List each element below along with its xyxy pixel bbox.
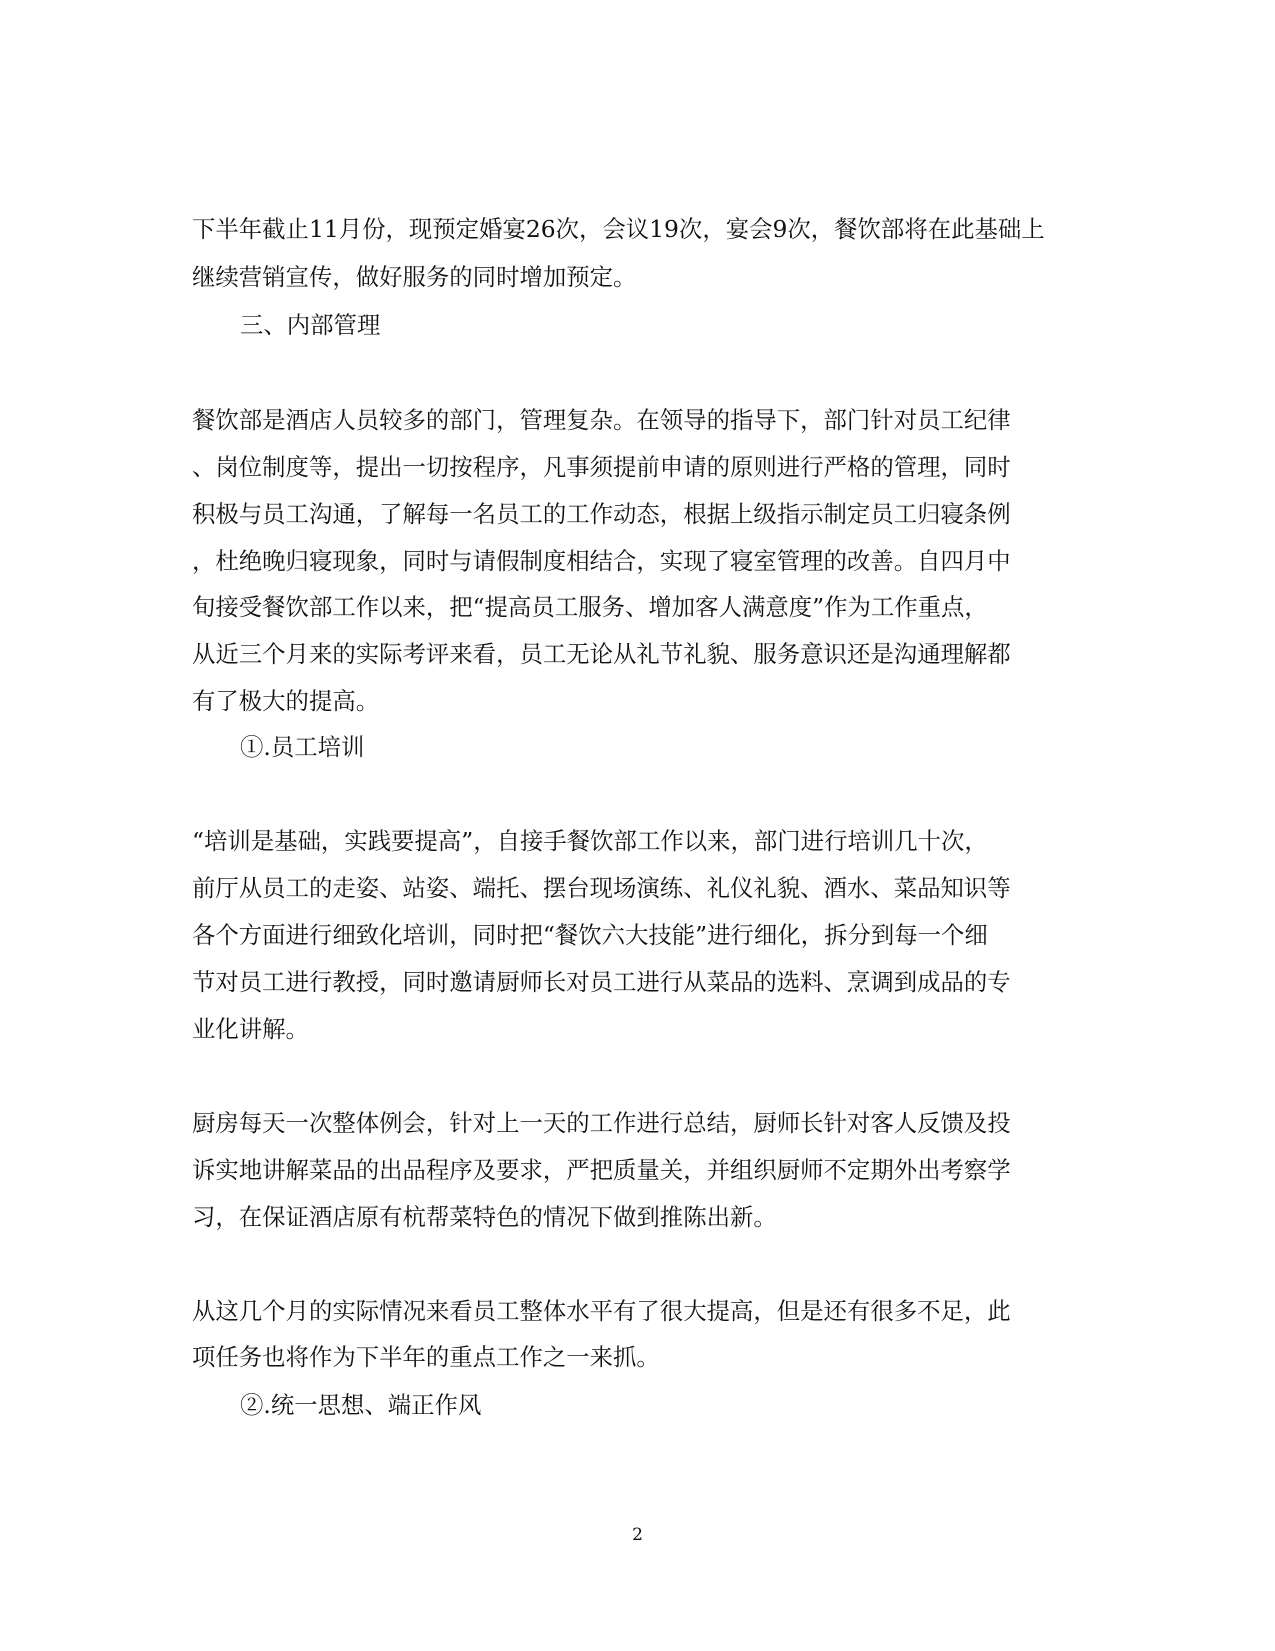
- text-line: 从这几个月的实际情况来看员工整体水平有了很大提高，但是还有很多不足，此: [192, 1297, 1011, 1325]
- text-line: ，杜绝晚归寝现象，同时与请假制度相结合，实现了寝室管理的改善。自四月中: [192, 547, 1011, 575]
- text-line: “培训是基础，实践要提高”，自接手餐饮部工作以来，部门进行培训几十次，: [192, 827, 988, 855]
- text-line: 厨房每天一次整体例会，针对上一天的工作进行总结，厨师长针对客人反馈及投: [192, 1109, 1011, 1137]
- text-line: 、岗位制度等，提出一切按程序，凡事须提前申请的原则进行严格的管理，同时: [192, 453, 1011, 481]
- text-line: 各个方面进行细致化培训，同时把“餐饮六大技能”进行细化，拆分到每一个细: [192, 921, 988, 949]
- text-line: 继续营销宣传，做好服务的同时增加预定。: [192, 263, 637, 291]
- text-line: 项任务也将作为下半年的重点工作之一来抓。: [192, 1343, 660, 1371]
- text-line: 诉实地讲解菜品的出品程序及要求，严把质量关，并组织厨师不定期外出考察学: [192, 1156, 1011, 1184]
- text-line: 餐饮部是酒店人员较多的部门，管理复杂。在领导的指导下，部门针对员工纪律: [192, 406, 1011, 434]
- text-line: 有了极大的提高。: [192, 687, 380, 715]
- text-line: 业化讲解。: [192, 1015, 309, 1043]
- page-number: 2: [632, 1525, 643, 1545]
- text-line: 习，在保证酒店原有杭帮菜特色的情况下做到推陈出新。: [192, 1203, 777, 1231]
- subsection-heading: ①.员工培训: [240, 733, 365, 761]
- text-line: 前厅从员工的走姿、站姿、端托、摆台现场演练、礼仪礼貌、酒水、菜品知识等: [192, 874, 1011, 902]
- text-line: 下半年截止11月份，现预定婚宴26次，会议19次，宴会9次，餐饮部将在此基础上: [192, 215, 1045, 243]
- text-line: 从近三个月来的实际考评来看，员工无论从礼节礼貌、服务意识还是沟通理解都: [192, 640, 1011, 668]
- subsection-heading: ②.统一思想、端正作风: [240, 1391, 482, 1419]
- text-line: 旬接受餐饮部工作以来，把“提高员工服务、增加客人满意度”作为工作重点，: [192, 593, 988, 621]
- text-line: 积极与员工沟通，了解每一名员工的工作动态，根据上级指示制定员工归寝条例: [192, 500, 1011, 528]
- text-line: 节对员工进行教授，同时邀请厨师长对员工进行从菜品的选料、烹调到成品的专: [192, 968, 1011, 996]
- section-heading: 三、内部管理: [240, 311, 381, 339]
